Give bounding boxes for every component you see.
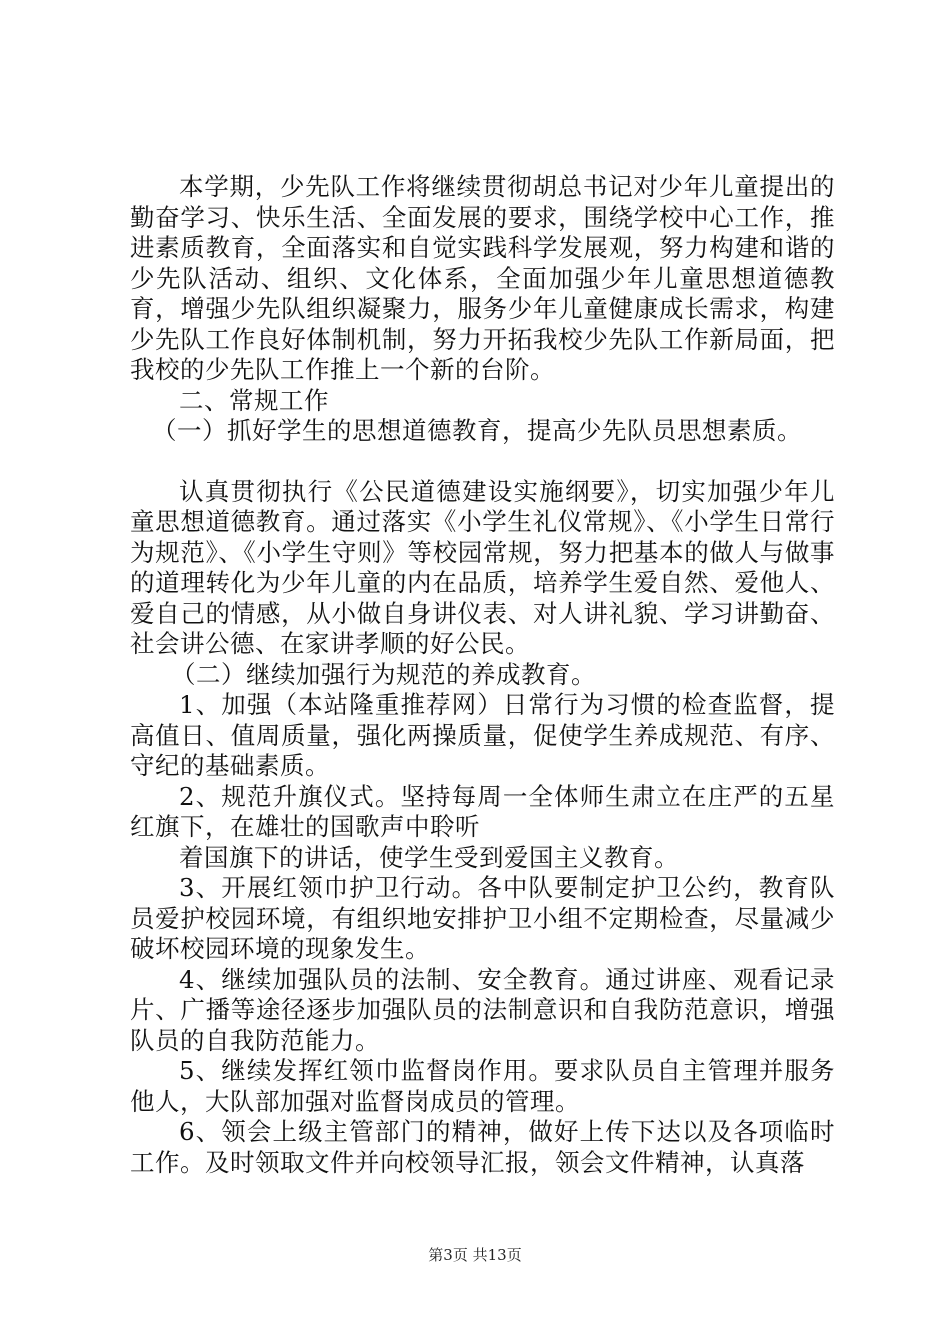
list-item-5: 5、继续发挥红领巾监督岗作用。要求队员自主管理并服务他人，大队部加强对监督岗成员的管理。 <box>130 1056 835 1116</box>
subsection-heading-behavior-norms: （二）继续加强行为规范的养成教育。 <box>171 659 596 689</box>
paragraph-moral-education: 认真贯彻执行《公民道德建设实施纲要》，切实加强少年儿童思想道德教育。通过落实《小学生礼仪常规》、《小学生日常行为规范》、《小学生守则》等校园常规，努力把基本的做人与做事的道理转化为少年儿童的内在品质，培养学生爱自然、爱他人、爱自己的情感，从小做自身讲仪表、对人讲礼貌、学习讲勤奋、社会讲公德、在家讲孝顺的好公民。 <box>130 476 835 658</box>
list-item-1: 1、加强（本站隆重推荐网）日常行为习惯的检查监督，提高值日、值周质量，强化两操质量，促使学生养成规范、有序、守纪的基础素质。 <box>130 690 835 780</box>
section-heading-routine-work: 二、常规工作 <box>179 385 329 415</box>
list-item-3: 3、开展红领巾护卫行动。各中队要制定护卫公约，教育队员爱护校园环境，有组织地安排护卫小组不定期检查，尽量减少破坏校园环境的现象发生。 <box>130 873 835 963</box>
list-item-2-continued: 着国旗下的讲话，使学生受到爱国主义教育。 <box>179 842 679 872</box>
subsection-heading-moral-education: （一）抓好学生的思想道德教育，提高少先队员思想素质。 <box>152 416 802 445</box>
list-item-6: 6、领会上级主管部门的精神，做好上传下达以及各项临时工作。及时领取文件并向校领导汇报，领会文件精神，认真落 <box>130 1117 835 1177</box>
document-body <box>130 172 835 1178</box>
paragraph-gap <box>130 447 835 477</box>
paragraph-intro: 本学期，少先队工作将继续贯彻胡总书记对少年儿童提出的勤奋学习、快乐生活、全面发展的要求，围绕学校中心工作，推进素质教育，全面落实和自觉实践科学发展观，努力构建和谐的少先队活动、组织、文化体系，全面加强少年儿童思想道德教育，增强少先队组织凝聚力，服务少年儿童健康成长需求，构建少先队工作良好体制机制，努力开拓我校少先队工作新局面，把我校的少先队工作推上一个新的台阶。 <box>130 172 835 384</box>
list-item-4: 4、继续加强队员的法制、安全教育。通过讲座、观看记录片、广播等途径逐步加强队员的法制意识和自我防范意识，增强队员的自我防范能力。 <box>130 964 835 1055</box>
page-number-footer: 第3页 共13页 <box>428 1246 522 1264</box>
list-item-2: 2、规范升旗仪式。坚持每周一全体师生肃立在庄严的五星红旗下，在雄壮的国歌声中聆听 <box>130 781 835 841</box>
